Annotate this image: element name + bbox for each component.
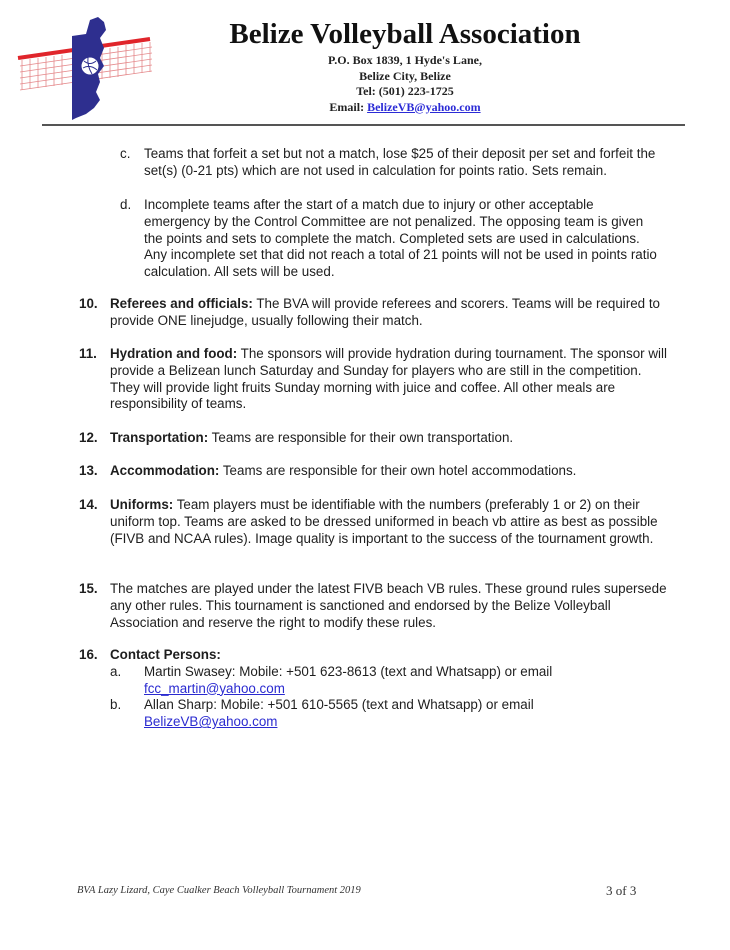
item-heading: Accommodation: [110, 463, 220, 478]
subitem-text: Teams that forfeit a set but not a match, lose $25 of their deposit per set and forfeit the set(s) (0-21 pts) which are not used in calculation for points ratio. Sets remain. [144, 146, 656, 178]
contact-text: Allan Sharp: Mobile: +501 610-5565 (text and Whatsapp) or email [144, 697, 534, 713]
item-number: 12. [79, 430, 98, 445]
subitem-label: d. [120, 197, 132, 212]
item-number: 15. [79, 581, 98, 596]
contact-email-link[interactable]: fcc_martin@yahoo.com [144, 680, 285, 696]
subitem-d [120, 197, 660, 281]
item-heading: Contact Persons: [110, 647, 221, 662]
header-email-link[interactable]: BelizeVB@yahoo.com [367, 99, 481, 114]
item-number: 10. [79, 296, 98, 311]
contact-label: b. [110, 697, 122, 713]
item-number: 14. [79, 497, 98, 512]
subitem-c [120, 146, 660, 180]
item-12-transportation [79, 430, 669, 447]
item-16-contacts [79, 647, 669, 731]
email-label: Email: [329, 99, 368, 114]
item-number: 11. [79, 346, 97, 361]
contact-martin [110, 664, 669, 698]
organization-address [160, 53, 650, 115]
item-text: Team players must be identifiable with the numbers (preferably 1 or 2) on their uniform top. Teams are asked to be dressed uniformed in beach vb attire as best as possible (FIVB and NCAA rules). Image quality is important to the success of the tournament growth. [110, 497, 658, 546]
item-15-rules [79, 581, 669, 631]
contact-label: a. [110, 663, 122, 679]
item-heading: Uniforms: [110, 497, 174, 512]
item-number: 13. [79, 463, 98, 478]
item-14-uniforms [79, 497, 669, 547]
item-heading: Transportation: [110, 430, 209, 445]
contact-text: Martin Swasey: Mobile: +501 623-8613 (text and Whatsapp) or email [144, 663, 553, 679]
item-text: The BVA will provide referees and scorers. Teams will be required to provide ONE linejudge, usually following their match. [110, 296, 661, 328]
item-text: The matches are played under the latest FIVB beach VB rules. These ground rules supersede any other rules. This tournament is sanctioned and endorsed by the Belize Volleyball Association and reserve the right to modify these rules. [110, 581, 667, 630]
item-number: 16. [79, 647, 98, 662]
footer-title: BVA Lazy Lizard, Caye Cualker Beach Volleyball Tournament 2019 [77, 885, 361, 896]
organization-title: Belize Volleyball Association [229, 18, 581, 50]
bva-logo [14, 8, 154, 123]
item-text: The sponsors will provide hydration during tournament. The sponsor will provide a Belizean lunch Saturday and Sunday for players who are still in the competition. They will provide light fruits Sunday morning with juice and coffee. All other meals are responsibility of teams. [110, 346, 667, 412]
email-line [160, 100, 650, 116]
item-text: Teams are responsible for their own hotel accommodations. [219, 463, 577, 478]
header-divider [42, 124, 685, 126]
contact-allan [110, 697, 669, 731]
item-heading: Referees and officials: [110, 296, 253, 311]
telephone: Tel: (501) 223-1725 [356, 84, 454, 98]
page-number: 3 of 3 [606, 883, 637, 898]
subitem-text: Incomplete teams after the start of a match due to injury or other acceptable emergency by the Control Committee are not penalized. The opposing team is given the points and sets to complete the match. Completed sets are used in calculations. Any incomplete set that did not reach a total of 21 points will not be used in points ratio calculation. All sets will be used. [144, 197, 657, 280]
address-line-1: P.O. Box 1839, 1 Hyde's Lane, [328, 53, 482, 67]
item-10-referees [79, 296, 669, 330]
item-11-hydration [79, 346, 669, 413]
item-heading: Hydration and food: [110, 346, 238, 361]
contact-email-link[interactable]: BelizeVB@yahoo.com [144, 714, 278, 730]
address-line-2: Belize City, Belize [359, 68, 451, 83]
item-text: Teams are responsible for their own transportation. [208, 430, 514, 445]
subitem-label: c. [120, 146, 131, 161]
item-13-accommodation [79, 463, 669, 480]
